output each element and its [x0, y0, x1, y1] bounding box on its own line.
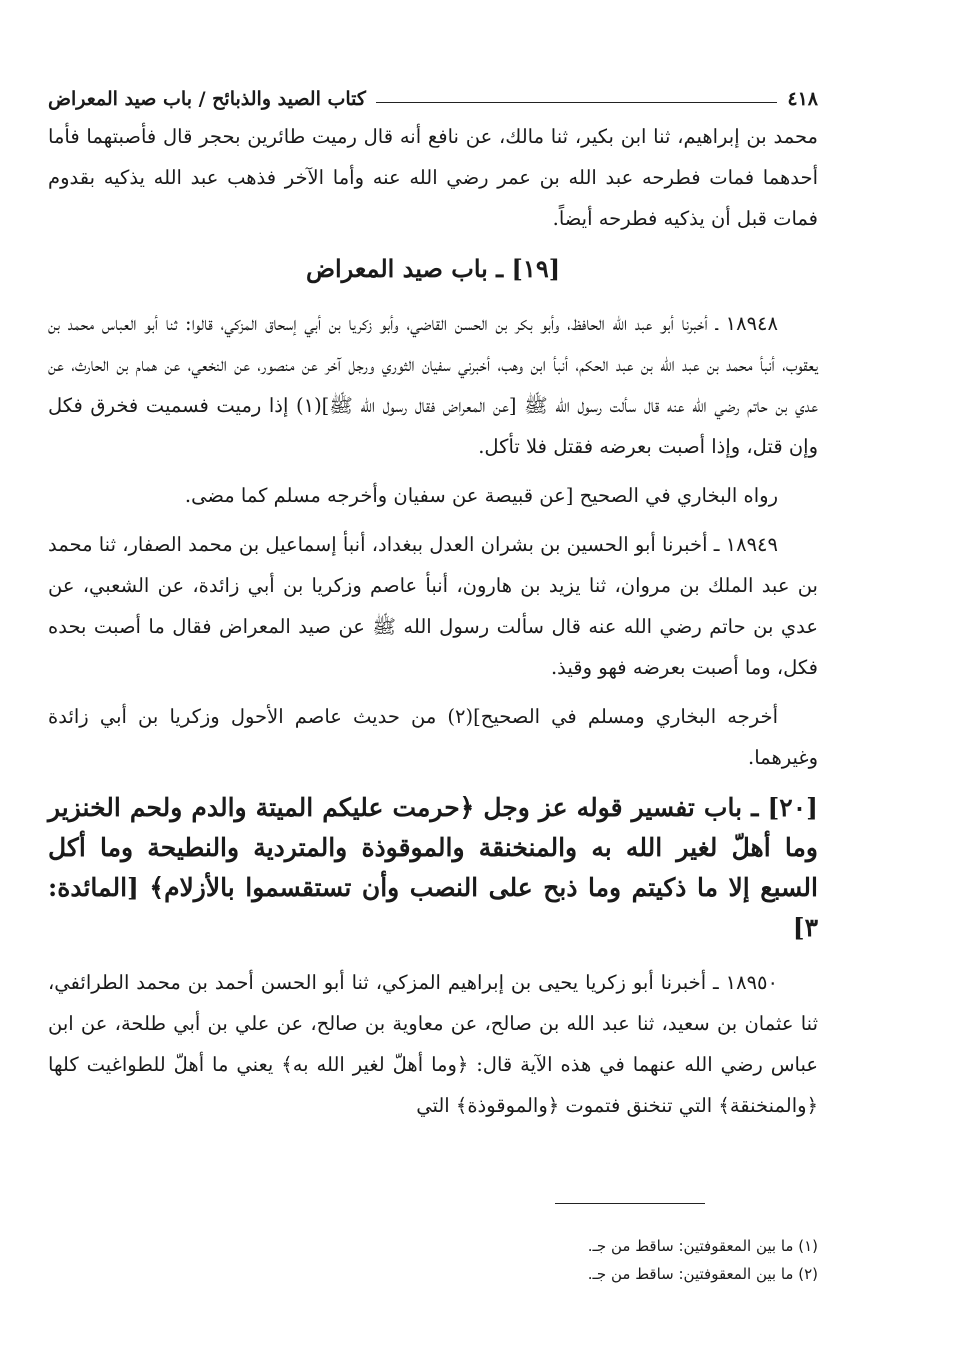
running-title: كتاب الصيد والذبائح / باب صيد المعراض: [48, 88, 366, 110]
footnotes: [350, 1232, 818, 1288]
hadith-18949: ١٨٩٤٩ ـ أخبرنا أبو الحسين بن بشران العدل ببغداد، أنبأ إسماعيل بن محمد الصفار، ثنا محمد بن عبد الملك بن مروان، ثنا يزيد بن هارون، أنبأ عاصم وزكريا بن أبي زائدة، عن الشعبي، عن عدي بن حاتم رضي الله عنه قال سألت رسول الله ﷺ عن صيد المعراض فقال ما أصبت بحده فكل، وما أصبت بعرضه فهو وقيذ.: [48, 533, 818, 679]
page-number: ٤١٨: [787, 88, 818, 110]
book-page: [48, 70, 818, 1126]
chapter-heading-20: [٢٠] ـ باب تفسير قوله عز وجل ﴿حرمت عليكم الميتة والدم ولحم الخنزير وما أهلّ لغير الله به والمنخنقة والموقوذة والمتردية والنطيحة وما أكل السبع إلا ما ذكيتم وما ذبح على النصب وأن تستقسموا بالأزلام﴾ [المائدة: ٣]: [48, 793, 818, 942]
footnote-2: (٢) ما بين المعقوفتين: ساقط من جـ.: [587, 1265, 818, 1283]
takhrij-note-1: رواه البخاري في الصحيح [عن قبيصة عن سفيان وأخرجه مسلم كما مضى.: [184, 484, 778, 507]
hadith-18948: ١٨٩٤٨ ـ أخبرنا أبو عبد الله الحافظ، وأبو بكر بن الحسن القاضي، وأبو زكريا بن أبي إسحاق المزكي، قالوا: ثنا أبو العباس محمد بن يعقوب، أنبأ محمد بن عبد الله بن عبد الحكم، أنبأ ابن وهب، أخبرني سفيان الثوري ورجل آخر عن منصور، عن النخعي، عن همام بن الحارث، عن عدي بن حاتم رضي الله عنه قال سألت رسول الله ﷺ [عن المعراض فقال رسول الله ﷺ](١) إذا رميت فسميت فخرق فكل وإن قتل، وإذا أصبت بعرضه فقتل فلا تأكل.: [48, 312, 818, 458]
header-rule: [376, 102, 777, 103]
paragraph-intro: محمد بن إبراهيم، ثنا ابن بكير، ثنا مالك، عن نافع أنه قال رميت طائرين بحجر قال فأصبتهما فأما أحدهما فمات فطرحه عبد الله بن عمر رضي الله عنه وأما الآخر فذهب عبد الله يذكيه بقدوم فمات قبل أن يذكيه فطرحه أيضاً.: [48, 125, 818, 230]
footnote-1: (١) ما بين المعقوفتين: ساقط من جـ.: [587, 1237, 818, 1255]
footnote-separator: [555, 1203, 705, 1204]
hadith-18950: ١٨٩٥٠ ـ أخبرنا أبو زكريا يحيى بن إبراهيم المزكي، ثنا أبو الحسن أحمد بن محمد الطرائفي، ثنا عثمان بن سعيد، ثنا عبد الله بن صالح، عن معاوية بن صالح، عن علي بن أبي طلحة، عن ابن عباس رضي الله عنهما في هذه الآية قال: ﴿وما أهلّ لغير الله به﴾ يعني ما أهلّ للطواغيت كلها ﴿والمنخنقة﴾ التي تنخنق فتموت ﴿والموقوذة﴾ التي: [48, 971, 818, 1117]
chapter-heading-19: [١٩] ـ باب صيد المعراض: [305, 254, 561, 283]
running-header: [48, 70, 818, 110]
takhrij-note-2: أخرجه البخاري ومسلم في الصحيح](٢) من حديث عاصم الأحول وزكريا بن أبي زائدة وغيرهما.: [48, 705, 818, 769]
